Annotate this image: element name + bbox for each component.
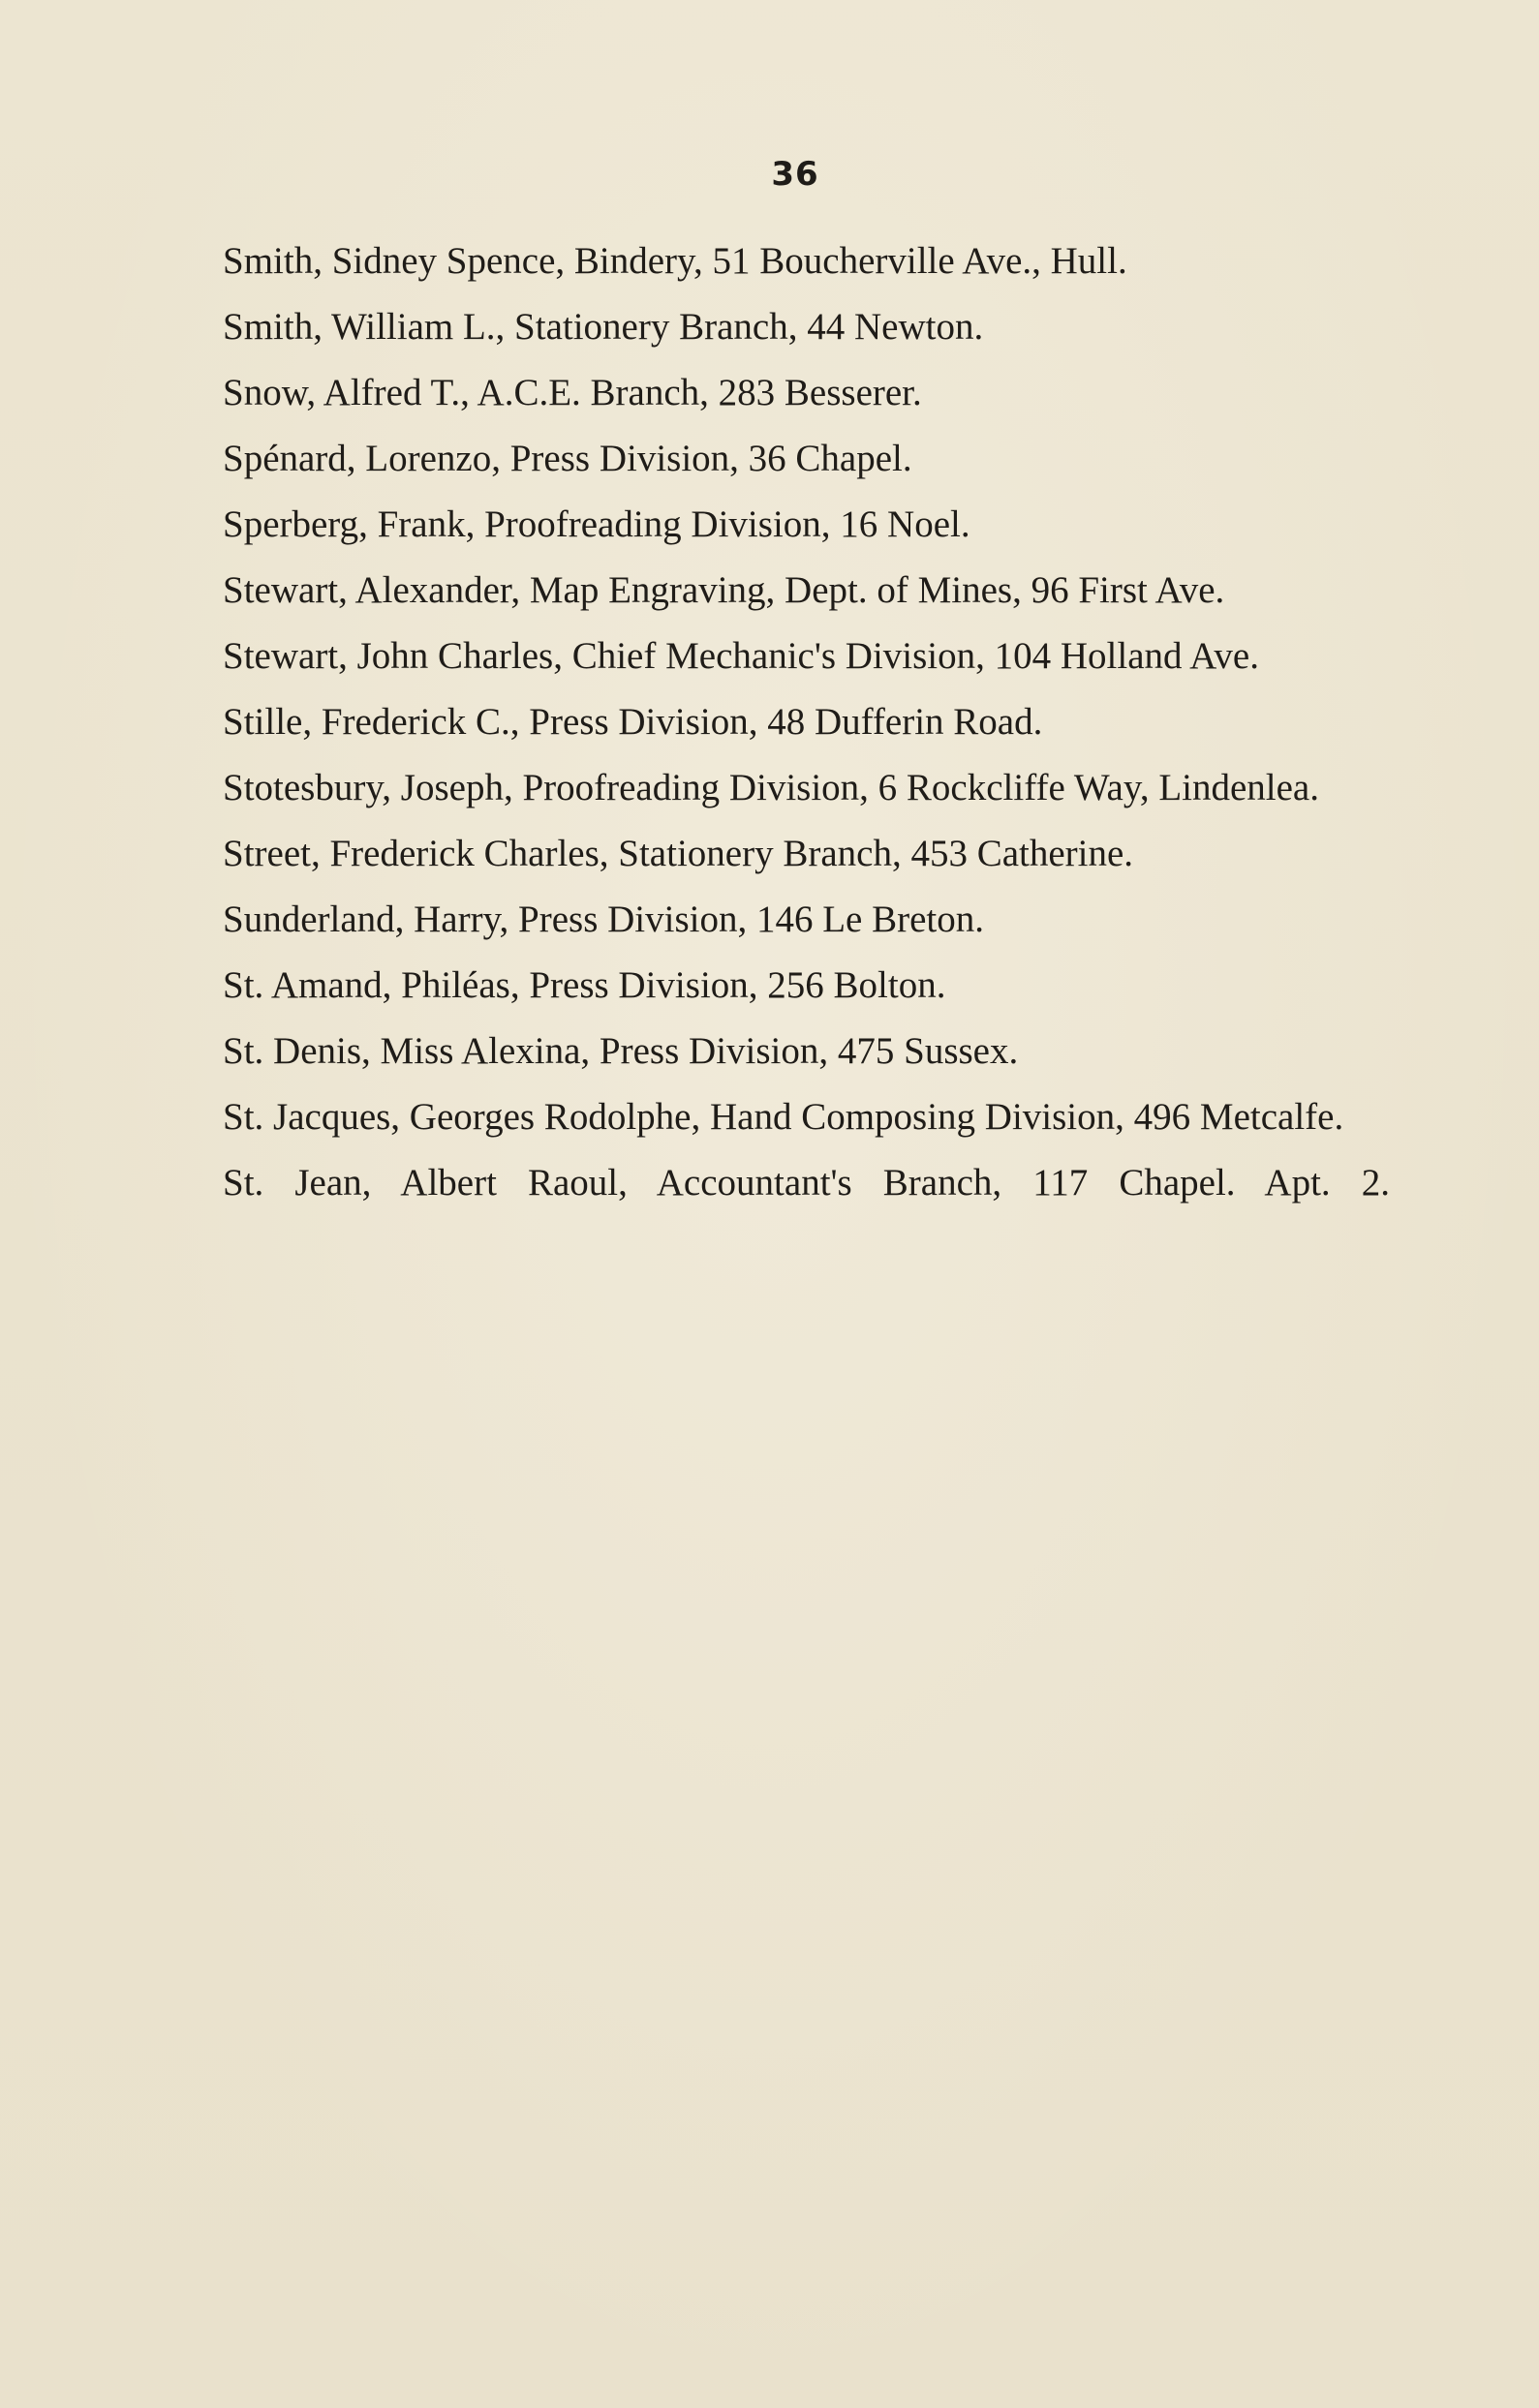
directory-entry: Stewart, John Charles, Chief Mechanic's Division, 104 Holland Ave.	[223, 635, 1259, 677]
directory-entry: Stotesbury, Joseph, Proofreading Division, 6 Rockcliffe Way, Lindenlea.	[223, 767, 1319, 808]
directory-entry: Sperberg, Frank, Proofreading Division, 16 Noel.	[223, 503, 970, 545]
directory-entry: Stewart, Alexander, Map Engraving, Dept. of Mines, 96 First Ave.	[223, 569, 1225, 611]
directory-entry: St. Amand, Philéas, Press Division, 256 Bolton.	[223, 964, 946, 1006]
directory-entry: St. Jean, Albert Raoul, Accountant's Branch, 117 Chapel. Apt. 2.	[223, 1162, 1390, 1204]
directory-entry: St. Jacques, Georges Rodolphe, Hand Composing Division, 496 Metcalfe.	[223, 1096, 1344, 1138]
directory-entry: St. Denis, Miss Alexina, Press Division, 475 Sussex.	[223, 1030, 1019, 1072]
directory-entry: Snow, Alfred T., A.C.E. Branch, 283 Besserer.	[223, 372, 922, 413]
directory-entry: Street, Frederick Charles, Stationery Branch, 453 Catherine.	[223, 833, 1134, 874]
directory-entry: Smith, Sidney Spence, Bindery, 51 Boucherville Ave., Hull.	[223, 240, 1127, 282]
directory-entry: Stille, Frederick C., Press Division, 48 Dufferin Road.	[223, 701, 1043, 743]
page-number: 36	[771, 155, 819, 194]
directory-entry: Sunderland, Harry, Press Division, 146 Le Breton.	[223, 899, 985, 940]
directory-entry: Spénard, Lorenzo, Press Division, 36 Chapel.	[223, 438, 912, 479]
directory-list	[223, 242, 1390, 1230]
directory-entry: Smith, William L., Stationery Branch, 44 Newton.	[223, 306, 984, 348]
